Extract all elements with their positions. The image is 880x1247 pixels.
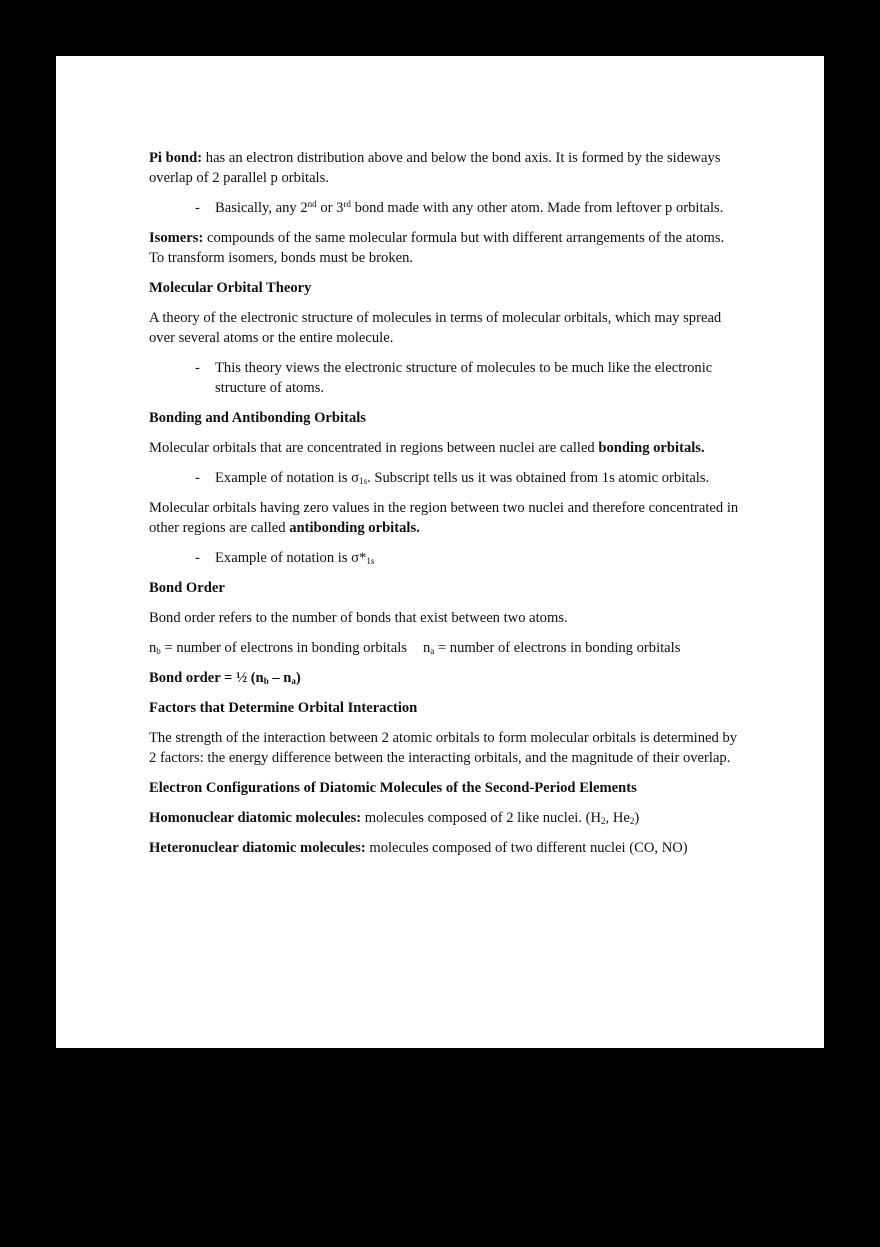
- bullet-dash: -: [195, 360, 200, 376]
- pi-bond-term: Pi bond:: [149, 150, 203, 166]
- mo-theory-bullet: - This theory views the electronic structure of molecules to be much like the electronic structure of atoms.: [195, 360, 713, 396]
- heteronuclear-definition: Heteronuclear diatomic molecules: molecules composed of two different nuclei (CO, NO): [149, 840, 688, 856]
- orbital-interaction-paragraph: The strength of the interaction between 2 atomic orbitals to form molecular orbitals is determined by 2 factors: the energy difference between the interacting orbitals, and the magnitude of their overlap.: [149, 730, 738, 766]
- antibonding-notation-bullet: - Example of notation is $\sigma*_{1s}$: [195, 550, 375, 566]
- antibonding-orbitals-paragraph: Molecular orbitals having zero values in the region between two nuclei and therefore concentrated in other regions are called antibonding orbitals.: [149, 500, 739, 536]
- bond-order-formula: Bond order = ½ $(n_b - n_a)$: [149, 670, 301, 686]
- pi-bond-bullet: - Basically, any 2nd or 3rd bond made with any other atom. Made from leftover p orbitals.: [195, 199, 724, 216]
- heading-bonding-antibonding: Bonding and Antibonding Orbitals: [149, 410, 366, 426]
- bond-order-definitions: [149, 638, 739, 658]
- mo-theory-paragraph: A theory of the electronic structure of molecules in terms of molecular orbitals, which may spread over several atoms or the entire molecule.: [149, 310, 722, 346]
- bullet-dash: -: [195, 470, 200, 486]
- homonuclear-definition: Homonuclear diatomic molecules: molecules composed of 2 like nuclei. ($H_2$, $He_2$): [149, 810, 640, 826]
- heteronuclear-term: Heteronuclear diatomic molecules:: [149, 840, 366, 856]
- document-page: [56, 56, 824, 1048]
- pi-bond-definition: [149, 148, 739, 188]
- antibonding-orbitals-term: antibonding orbitals.: [289, 520, 420, 536]
- pi-bond-text: has an electron distribution above and below the bond axis. It is formed by the sideways overlap of 2 parallel p orbitals.: [149, 150, 721, 186]
- na-definition: $n_a$ = number of electrons in bonding orbitals: [422, 640, 681, 656]
- heading-mo-theory: Molecular Orbital Theory: [149, 280, 312, 296]
- bullet-dash: -: [195, 200, 200, 216]
- bonding-orbitals-term: bonding orbitals.: [598, 440, 705, 456]
- heading-bond-order: Bond Order: [149, 580, 225, 596]
- document-content: [149, 148, 739, 868]
- bonding-orbitals-paragraph: Molecular orbitals that are concentrated in regions between nuclei are called bonding orbitals.: [149, 440, 705, 456]
- homonuclear-term: Homonuclear diatomic molecules:: [149, 810, 362, 826]
- nb-definition: $n_b$ = number of electrons in bonding orbitals: [149, 640, 407, 656]
- isomers-definition: Isomers: compounds of the same molecular formula but with different arrangements of the atoms. To transform isomers, bonds must be broken.: [149, 230, 725, 266]
- bullet-dash: -: [195, 550, 200, 566]
- bond-order-paragraph: Bond order refers to the number of bonds that exist between two atoms.: [149, 610, 568, 626]
- isomers-term: Isomers:: [149, 230, 204, 246]
- heading-diatomic: Electron Configurations of Diatomic Molecules of the Second-Period Elements: [149, 780, 637, 796]
- bonding-notation-bullet: - Example of notation is $\sigma_{1s}$. Subscript tells us it was obtained from 1s atomic orbitals.: [195, 470, 710, 486]
- heading-orbital-interaction: Factors that Determine Orbital Interaction: [149, 700, 418, 716]
